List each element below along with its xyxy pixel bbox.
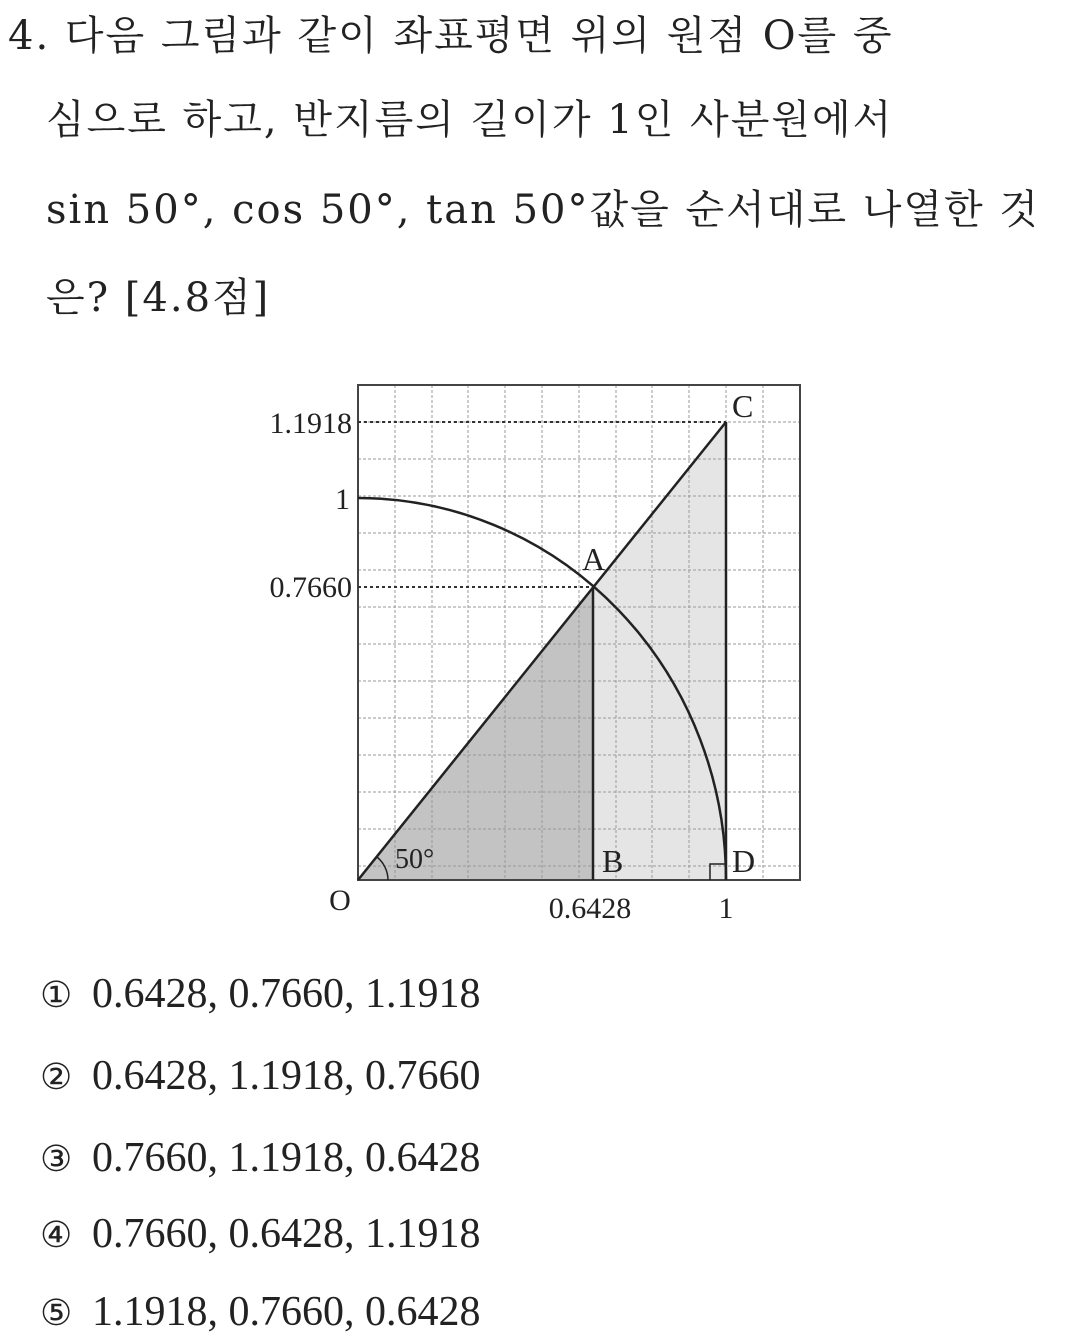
choice-marker: ②	[40, 1057, 73, 1097]
y-label-one: 1	[335, 483, 350, 516]
choice-2[interactable]	[40, 1046, 481, 1106]
choice-text: 0.7660, 0.6428, 1.1918	[92, 1211, 481, 1257]
unit-circle-figure	[240, 375, 820, 935]
choice-text: 0.6428, 0.7660, 1.1918	[92, 971, 481, 1017]
y-label-sin: 0.7660	[269, 571, 352, 604]
region-abdc-shading	[593, 422, 726, 880]
choice-text: 0.7660, 1.1918, 0.6428	[92, 1135, 481, 1181]
choice-text: 0.6428, 1.1918, 0.7660	[92, 1053, 481, 1099]
figure-svg	[240, 375, 820, 935]
origin-label: O	[329, 884, 351, 917]
point-c-label: C	[732, 388, 754, 424]
choice-marker: ③	[40, 1139, 73, 1179]
x-label-cos: 0.6428	[548, 892, 632, 925]
point-d-label: D	[732, 843, 756, 879]
choice-5[interactable]	[40, 1282, 481, 1342]
point-b-label: B	[602, 843, 624, 879]
question-line-4: 은? [4.8점]	[46, 275, 271, 321]
choice-marker: ⑤	[40, 1293, 73, 1333]
choice-text: 1.1918, 0.7660, 0.6428	[92, 1289, 481, 1335]
question-line-3: sin 50°, cos 50°, tan 50°값을 순서대로 나열한 것	[46, 187, 1041, 233]
x-label-one: 1	[718, 892, 734, 925]
choice-3[interactable]	[40, 1128, 481, 1188]
choice-marker: ④	[40, 1215, 73, 1255]
question-line-2: 심으로 하고, 반지름의 길이가 1인 사분원에서	[46, 97, 894, 143]
choice-1[interactable]	[40, 964, 481, 1024]
choice-marker: ①	[40, 975, 73, 1015]
choice-4[interactable]	[40, 1204, 481, 1264]
y-label-tan: 1.1918	[269, 407, 352, 440]
point-a-label: A	[582, 541, 606, 577]
question-line-1: 4. 다음 그림과 같이 좌표평면 위의 원점 O를 중	[8, 13, 894, 59]
angle-label: 50°	[395, 844, 435, 875]
